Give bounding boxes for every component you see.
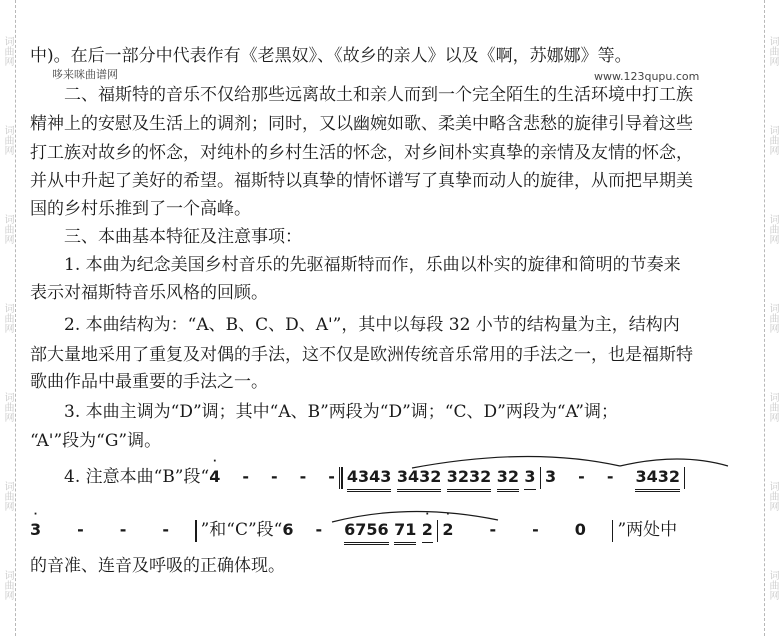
text-line: 精神上的安慰及生活上的调剂；同时，又以幽婉如歌、柔美中略含悲愁的旋律引导着这些 xyxy=(30,114,693,134)
left-margin-strip xyxy=(0,0,16,636)
margin-label: 词曲网 xyxy=(2,302,13,333)
octave-dot: · xyxy=(446,509,450,520)
dash: - xyxy=(578,467,585,486)
text-line: 打工族对故乡的怀念，对纯朴的乡村生活的怀念，对乡间朴实真挚的亲情及友情的怀念， xyxy=(30,143,693,163)
margin-label: 词曲网 xyxy=(767,35,778,66)
note-group: 3432 xyxy=(635,466,680,492)
margin-label: 词曲网 xyxy=(2,213,13,244)
dash: - xyxy=(77,520,84,539)
margin-label: 词曲网 xyxy=(2,35,13,66)
dash: - xyxy=(270,467,278,486)
dash: - xyxy=(242,467,249,486)
double-barline xyxy=(339,467,343,489)
dash: - xyxy=(299,467,307,486)
section-heading: 三、本曲基本特征及注意事项： xyxy=(64,227,302,247)
margin-label: 词曲网 xyxy=(767,481,778,512)
text-fragment: ”和“C”段“ xyxy=(200,520,283,540)
text-line: 并从中升起了美好的希望。福斯特以真挚的情怀谱写了真挚而动人的旋律，从而把早期美 xyxy=(30,171,693,191)
note: · 2 xyxy=(422,519,433,543)
margin-label: 词曲网 xyxy=(2,481,13,512)
note: · 2 xyxy=(442,509,454,539)
note-group: 3232 xyxy=(447,466,492,492)
text-line: 国的乡村乐推到了一个高峰。 xyxy=(30,199,251,219)
barline xyxy=(612,520,614,542)
octave-dot: · xyxy=(212,456,217,467)
text-line: 2. 本曲结构为：“A、B、C、D、A'”，其中以每段 32 小节的结构量为主，结构内 xyxy=(64,315,680,335)
text-line: 3. 本曲主调为“D”调；其中“A、B”两段为“D”调；“C、D”两段为“A”调； xyxy=(64,402,618,422)
octave-dot: · xyxy=(33,509,38,520)
text-line: 表示对福斯特音乐风格的回顾。 xyxy=(30,283,268,303)
text-line: 歌曲作品中最重要的手法之一。 xyxy=(30,372,268,392)
text-line: 部大量地采用了重复及对偶的手法，这不仅是欧洲传统音乐常用的手法之一，也是福斯特 xyxy=(30,345,693,365)
note: · 4 xyxy=(209,456,221,486)
text-line: “A'”段为“G”调。 xyxy=(30,431,162,451)
text-line: 的音准、连音及呼吸的正确体现。 xyxy=(30,556,285,576)
dash: - xyxy=(328,467,335,486)
note: 6 xyxy=(282,520,294,539)
dash: - xyxy=(162,520,170,539)
document-page xyxy=(30,0,755,636)
dash: - xyxy=(119,520,127,539)
note-group: 6756 xyxy=(344,519,389,545)
text-fragment: 4. 注意本曲“B”段“ xyxy=(64,467,210,487)
rest: 0 xyxy=(574,520,586,539)
margin-label: 词曲网 xyxy=(767,124,778,155)
text-line: 1. 本曲为纪念美国乡村音乐的先驱福斯特而作，乐曲以朴实的旋律和简明的节奏来 xyxy=(64,255,681,275)
margin-label: 词曲网 xyxy=(2,570,13,601)
dash: - xyxy=(315,520,323,539)
note: 3 xyxy=(524,466,535,490)
note-group: 3432 xyxy=(397,466,442,492)
margin-label: 词曲网 xyxy=(767,570,778,601)
dash: - xyxy=(532,520,539,539)
margin-label: 词曲网 xyxy=(2,124,13,155)
text-fragment: ”两处中 xyxy=(617,520,678,540)
site-watermark-url: www.123qupu.com xyxy=(594,70,700,83)
dash: - xyxy=(606,467,614,486)
note: 3 xyxy=(545,467,557,486)
note: · 3 xyxy=(30,509,42,539)
text-line: 中)。在后一部分中代表作有《老黑奴》、《故乡的亲人》以及《啊，苏娜娜》等。 xyxy=(30,46,632,66)
margin-label: 词曲网 xyxy=(767,302,778,333)
barline xyxy=(195,520,197,542)
text-line: 二、福斯特的音乐不仅给那些远离故土和亲人而到一个完全陌生的生活环境中打工族 xyxy=(64,85,693,105)
note-group: 4343 xyxy=(347,466,392,492)
slur-mark xyxy=(330,506,510,526)
note-group: 71 xyxy=(394,519,416,545)
note-group: 32 xyxy=(497,466,519,492)
site-watermark-cn: 哆来咪曲谱网 xyxy=(52,68,118,81)
right-margin-strip xyxy=(764,0,780,636)
margin-label: 词曲网 xyxy=(2,392,13,423)
margin-label: 词曲网 xyxy=(767,213,778,244)
slur-mark xyxy=(410,452,740,472)
dash: - xyxy=(489,520,497,539)
margin-label: 词曲网 xyxy=(767,392,778,423)
octave-dot: · xyxy=(425,509,430,520)
